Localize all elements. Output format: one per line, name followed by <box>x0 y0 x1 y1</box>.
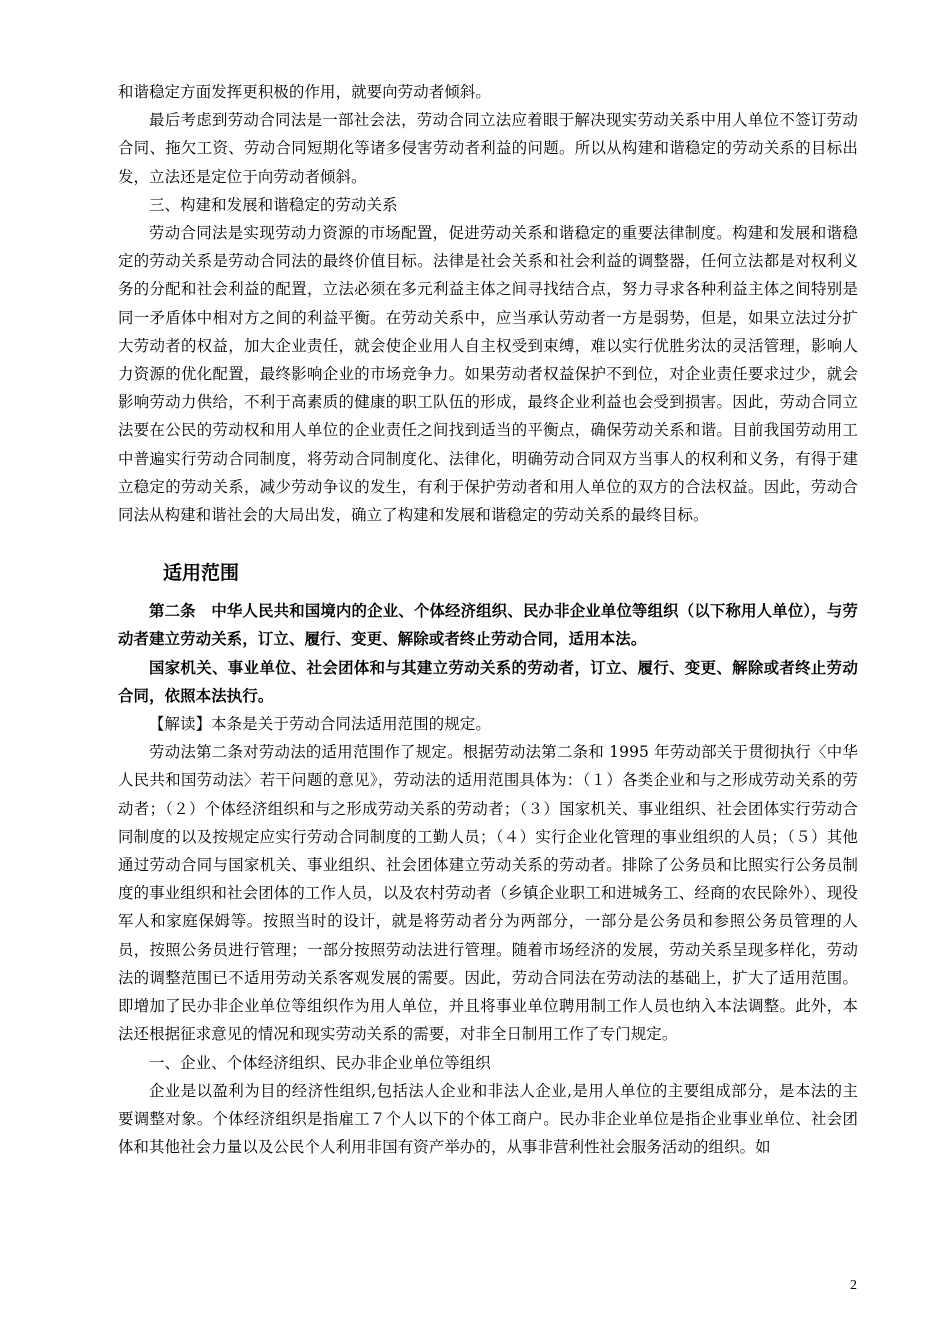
subheading-harmonious-relations: 三、构建和发展和谐稳定的劳动关系 <box>149 195 398 214</box>
document-page <box>118 78 858 1161</box>
paragraph-scope-history: 劳动法第二条对劳动法的适用范围作了规定。根据劳动法第二条和 1995 年劳动部关于贯彻执行〈中华人民共和国劳动法〉若干问题的意见》，劳动法的适用范围具体为：（１）各类企业和与之形成劳动关系的劳动者；（２）个体经济组织和与之形成劳动关系的劳动者；（３）国家机关、事业组织、社会团体实行劳动合同制度的以及按规定应实行劳动合同制度的工勤人员；（４）实行企业化管理的事业组织的人员；（５）其他通过劳动合同与国家机关、事业组织、社会团体建立劳动关系的劳动者。排除了公务员和比照实行公务员制度的事业组织和社会团体的工作人员，以及农村劳动者（乡镇企业职工和进城务工、经商的农民除外）、现役军人和家庭保姆等。按照当时的设计，就是将劳动者分为两部分，一部分是公务员和参照公务员管理的人员，按照公务员进行管理；一部分按照劳动法进行管理。随着市场经济的发展，劳动关系呈现多样化，劳动法的调整范围已不适用劳动关系客观发展的需要。因此，劳动合同法在劳动法的基础上，扩大了适用范围。即增加了民办非企业单位等组织作为用人单位，并且将事业单位聘用制工作人员也纳入本法调整。此外，本法还根据征求意见的情况和现实劳动关系的需要，对非全日制用工作了专门规定。 <box>118 743 858 1044</box>
subheading-enterprise-organizations: 一、企业、个体经济组织、民办非企业单位等组织 <box>149 1053 491 1072</box>
paragraph-labor-contract-law-purpose: 劳动合同法是实现劳动力资源的市场配置，促进劳动关系和谐稳定的重要法律制度。构建和发展和谐稳定的劳动关系是劳动合同法的最终价值目标。法律是社会关系和社会利益的调整器，任何立法都是对权利义务的分配和社会利益的配置，立法必须在多元利益主体之间寻找结合点，努力寻求各种利益主体之间特别是同一矛盾体中相对方之间的利益平衡。在劳动关系中，应当承认劳动者一方是弱势，但是，如果立法过分扩大劳动者的权益，加大企业责任，就会使企业用人自主权受到束缚，难以实行优胜劣汰的灵活管理，影响人力资源的优化配置，最终影响企业的市场竞争力。如果劳动者权益保护不到位，对企业责任要求过少，就会影响劳动力供给，不利于高素质的健康的职工队伍的形成，最终企业利益也会受到损害。因此，劳动合同立法要在公民的劳动权和用人单位的企业责任之间找到适当的平衡点，确保劳动关系和谐。目前我国劳动用工中普遍实行劳动合同制度，将劳动合同制度化、法律化，明确劳动合同双方当事人的权利和义务，有得于建立稳定的劳动关系，减少劳动争议的发生，有利于保护劳动者和用人单位的双方的合法权益。因此，劳动合同法从构建和谐社会的大局出发，确立了构建和发展和谐稳定的劳动关系的最终目标。 <box>118 224 858 525</box>
paragraph-final-consideration: 最后考虑到劳动合同法是一部社会法，劳动合同立法应着眼于解决现实劳动关系中用人单位不签订劳动合同、拖欠工资、劳动合同短期化等诸多侵害劳动者利益的问题。所以从构建和谐稳定的劳动关系的目标出发，立法还是定位于向劳动者倾斜。 <box>118 111 858 186</box>
article-2-clause-1: 第二条 中华人民共和国境内的企业、个体经济组织、民办非企业单位等组织（以下称用人单位），与劳动者建立劳动关系，订立、履行、变更、解除或者终止劳动合同，适用本法。 <box>118 602 858 649</box>
page-number: 2 <box>850 1278 857 1293</box>
section-heading: 适用范围 <box>163 562 240 585</box>
article-2-clause-2: 国家机关、事业单位、社会团体和与其建立劳动关系的劳动者，订立、履行、变更、解除或者终止劳动合同，依照本法执行。 <box>118 658 858 705</box>
interpretation-intro: 【解读】本条是关于劳动合同法适用范围的规定。 <box>149 715 491 734</box>
paragraph-enterprise-definition: 企业是以盈利为目的经济性组织,包括法人企业和非法人企业,是用人单位的主要组成部分，是本法的主要调整对象。个体经济组织是指雇工７个人以下的个体工商户。民办非企业单位是指企业事业单位、社会团体和其他社会力量以及公民个人利用非国有资产举办的，从事非营利性社会服务活动的组织。如 <box>118 1081 858 1157</box>
paragraph-continuation: 和谐稳定方面发挥更积极的作用，就要向劳动者倾斜。 <box>118 83 491 101</box>
